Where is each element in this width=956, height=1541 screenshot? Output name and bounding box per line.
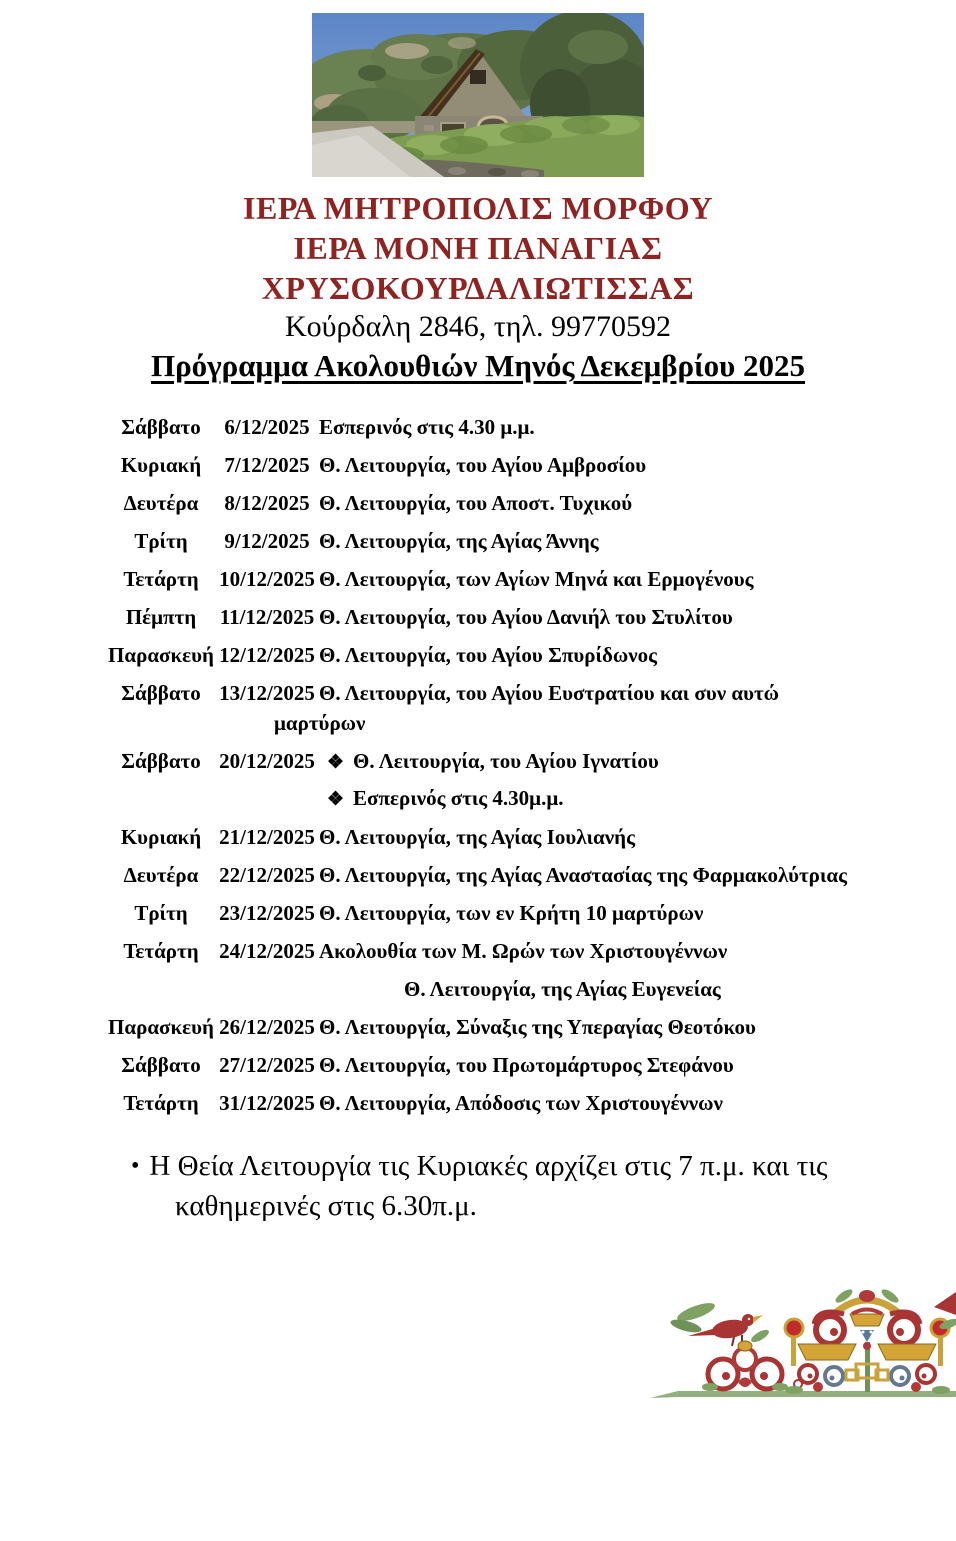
schedule-line: Θ. Λειτουργία, του Αγίου Δανιήλ του Στυλίτου [319,605,733,629]
schedule-date: 13/12/2025 [219,681,315,705]
address-line: Κούρδαλη 2846, τηλ. 99770592 [284,310,672,343]
schedule-day: Τετάρτη [123,939,199,963]
schedule-date: 9/12/2025 [224,529,310,553]
schedule-line: Θ. Λειτουργία, Σύναξις της Υπεραγίας Θεοτόκου [319,1015,756,1039]
schedule-desc [317,827,935,848]
schedule-day: Κυριακή [120,453,202,477]
bullet-icon: • [131,1153,140,1179]
diamond-bullet-icon: ❖ [327,789,345,810]
footnote [131,1146,891,1226]
schedule-row [105,683,935,734]
schedule-day: Πέμπτη [125,605,197,629]
schedule-desc [317,569,935,590]
schedule-desc [317,1017,935,1038]
schedule-line: ❖ Θ. Λειτουργία, του Αγίου Ιγνατίου [327,749,659,773]
schedule-row [105,903,935,924]
schedule-desc [317,417,935,438]
schedule-row [105,493,935,514]
schedule-desc [317,645,935,666]
monastery-photo [312,13,644,177]
schedule-day: Τρίτη [134,529,188,553]
schedule-desc [317,1093,935,1114]
byzantine-ornament [648,1284,956,1429]
schedule-desc [317,941,935,1000]
diamond-bullet-icon: ❖ [327,752,345,773]
org-title-line-2: ΙΕΡΑ ΜΟΝΗ ΠΑΝΑΓΙΑΣ [293,230,663,266]
schedule-row [105,1017,935,1038]
schedule-row [105,607,935,628]
schedule-desc [317,607,935,628]
schedule-desc [274,681,935,735]
schedule [105,417,935,1131]
org-title-line-1: ΙΕΡΑ ΜΗΤΡΟΠΟΛΙΣ ΜΟΡΦΟΥ [243,190,713,226]
schedule-day: Σάββατο [121,681,201,705]
schedule-row [105,531,935,552]
schedule-date: 10/12/2025 [219,567,315,591]
schedule-day: Τετάρτη [123,567,199,591]
schedule-date: 8/12/2025 [224,491,310,515]
schedule-desc [317,455,935,476]
schedule-row [105,941,935,1000]
schedule-day: Παρασκευή [108,1015,214,1039]
schedule-line: μαρτύρων [274,711,366,735]
footnote-text-1: Η Θεία Λειτουργία τις Κυριακές αρχίζει στις 7 π.μ. και τις [149,1150,828,1182]
schedule-row [105,455,935,476]
schedule-desc [317,1055,935,1076]
schedule-date: 22/12/2025 [219,863,315,887]
schedule-line: Θ. Λειτουργία, του Αγίου Ευστρατίου και συν αυτώ [319,681,780,705]
schedule-line: Θ. Λειτουργία, των εν Κρήτη 10 μαρτύρων [319,901,704,925]
schedule-line: Θ. Λειτουργία, του Αποστ. Τυχικού [319,491,633,515]
schedule-row [105,1055,935,1076]
schedule-line: Ακολουθία των Μ. Ωρών των Χριστουγέννων [319,939,728,963]
org-title-line-3: ΧΡΥΣΟΚΟΥΡΔΑΛΙΩΤΙΣΣΑΣ [261,270,695,306]
schedule-line: Εσπερινός στις 4.30 μ.μ. [319,415,535,439]
schedule-line: Θ. Λειτουργία, του Πρωτομάρτυρος Στεφάνου [319,1053,734,1077]
schedule-row [105,751,935,810]
schedule-rows [105,417,935,1114]
schedule-date: 12/12/2025 [219,643,315,667]
schedule-day: Τρίτη [134,901,188,925]
schedule-line: Θ. Λειτουργία, των Αγίων Μηνά και Ερμογένους [319,567,754,591]
schedule-row [105,417,935,438]
schedule-line: Θ. Λειτουργία, του Αγίου Σπυρίδωνος [319,643,657,667]
schedule-day: Δευτέρα [123,491,199,515]
program-title: Πρόγραμμα Ακολουθιών Μηνός Δεκεμβρίου 2025 [150,348,806,383]
schedule-line: Θ. Λειτουργία, Απόδοσις των Χριστουγέννων [319,1091,723,1115]
letterhead [0,188,956,386]
schedule-desc [317,865,935,886]
schedule-date: 11/12/2025 [219,605,315,629]
byzantine-ornament-art [648,1284,956,1429]
schedule-date: 21/12/2025 [219,825,315,849]
footnote-line [175,1186,891,1226]
schedule-date: 26/12/2025 [219,1015,315,1039]
schedule-line: Θ. Λειτουργία, της Αγίας Άννης [319,529,599,553]
schedule-day: Παρασκευή [108,643,214,667]
schedule-day: Σάββατο [121,749,201,773]
schedule-line: Θ. Λειτουργία, του Αγίου Αμβροσίου [319,453,647,477]
schedule-day: Δευτέρα [123,863,199,887]
schedule-desc [317,751,935,810]
footnote-text-2: καθημερινές στις 6.30π.μ. [175,1190,477,1222]
schedule-desc [317,531,935,552]
schedule-date: 20/12/2025 [219,749,315,773]
schedule-row [105,645,935,666]
monastery-photo-art [312,13,644,177]
schedule-desc [317,903,935,924]
schedule-date: 7/12/2025 [224,453,310,477]
schedule-date: 6/12/2025 [224,415,310,439]
schedule-day: Κυριακή [120,825,202,849]
schedule-day: Σάββατο [121,1053,201,1077]
footnote-line [131,1146,891,1186]
schedule-date: 27/12/2025 [219,1053,315,1077]
schedule-line: ❖ Εσπερινός στις 4.30μ.μ. [327,786,564,810]
schedule-date: 24/12/2025 [219,939,315,963]
schedule-row [105,569,935,590]
schedule-row [105,865,935,886]
schedule-line: Θ. Λειτουργία, της Αγίας Ευγενείας [404,977,721,1001]
schedule-row [105,827,935,848]
schedule-date: 23/12/2025 [219,901,315,925]
schedule-day: Σάββατο [121,415,201,439]
schedule-day: Τετάρτη [123,1091,199,1115]
schedule-row [105,1093,935,1114]
schedule-line: Θ. Λειτουργία, της Αγίας Ιουλιανής [319,825,635,849]
schedule-date: 31/12/2025 [219,1091,315,1115]
schedule-desc [317,493,935,514]
schedule-line: Θ. Λειτουργία, της Αγίας Αναστασίας της Φαρμακολύτριας [319,863,847,887]
